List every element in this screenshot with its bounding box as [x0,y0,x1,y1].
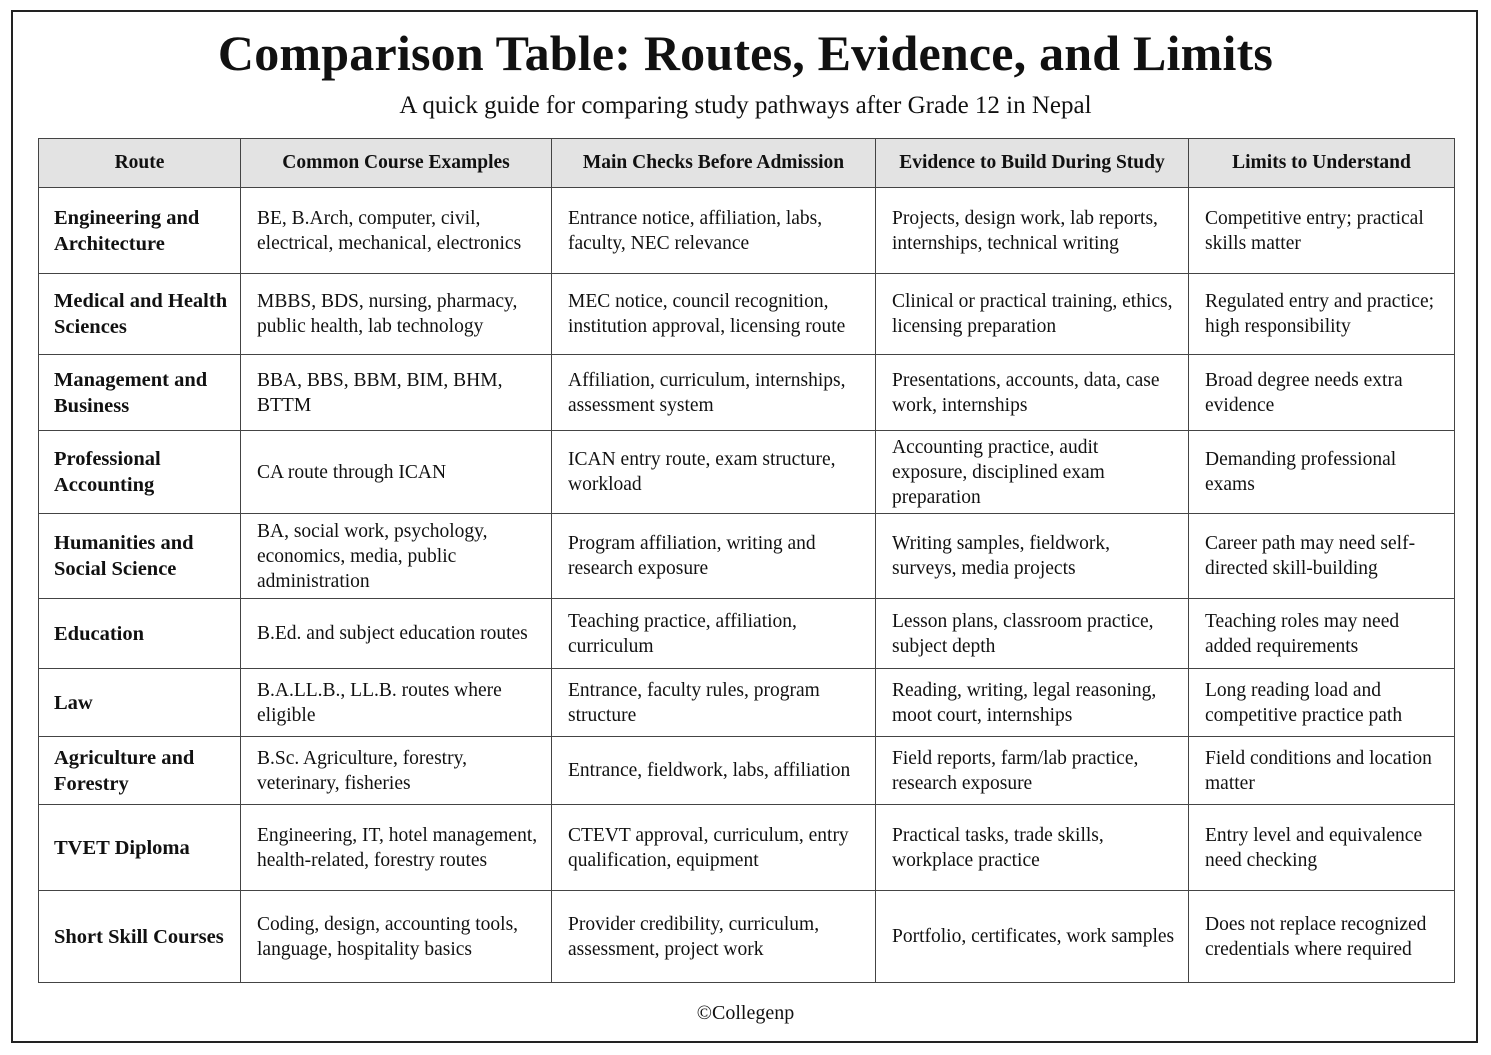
courses-cell: BBA, BBS, BBM, BIM, BHM, BTTM [241,355,552,431]
table-row [39,274,1455,355]
checks-cell: Program affiliation, writing and research exposure [552,514,876,599]
header-limits: Limits to Understand [1189,139,1455,188]
header-admission-checks: Main Checks Before Admission [552,139,876,188]
checks-cell: Entrance, fieldwork, labs, affiliation [552,737,876,805]
limits-cell: Demanding professional exams [1189,431,1455,514]
limits-cell: Long reading load and competitive practice path [1189,669,1455,737]
page-subtitle: A quick guide for comparing study pathways after Grade 12 in Nepal [399,92,1092,119]
route-cell: Education [39,599,241,669]
evidence-cell: Projects, design work, lab reports, internships, technical writing [876,188,1189,274]
copyright-footer: ©Collegenp [696,1002,795,1024]
route-cell: Law [39,669,241,737]
courses-cell: Engineering, IT, hotel management, health-related, forestry routes [241,805,552,891]
route-cell: Agriculture and Forestry [39,737,241,805]
route-cell: Short Skill Courses [39,891,241,983]
courses-cell: Coding, design, accounting tools, language, hospitality basics [241,891,552,983]
courses-cell: B.A.LL.B., LL.B. routes where eligible [241,669,552,737]
table-row [39,805,1455,891]
route-cell: Engineering and Architecture [39,188,241,274]
courses-cell: MBBS, BDS, nursing, pharmacy, public health, lab technology [241,274,552,355]
limits-cell: Field conditions and location matter [1189,737,1455,805]
evidence-cell: Lesson plans, classroom practice, subject depth [876,599,1189,669]
page-title: Comparison Table: Routes, Evidence, and Limits [217,25,1274,81]
courses-cell: BE, B.Arch, computer, civil, electrical, mechanical, electronics [241,188,552,274]
evidence-cell: Portfolio, certificates, work samples [876,891,1189,983]
courses-cell: BA, social work, psychology, economics, media, public administration [241,514,552,599]
header-course-examples: Common Course Examples [241,139,552,188]
limits-cell: Competitive entry; practical skills matter [1189,188,1455,274]
limits-cell: Career path may need self-directed skill-building [1189,514,1455,599]
evidence-cell: Accounting practice, audit exposure, disciplined exam preparation [876,431,1189,514]
evidence-cell: Field reports, farm/lab practice, research exposure [876,737,1189,805]
route-cell: Humanities and Social Science [39,514,241,599]
route-cell: Medical and Health Sciences [39,274,241,355]
evidence-cell: Reading, writing, legal reasoning, moot court, internships [876,669,1189,737]
evidence-cell: Writing samples, fieldwork, surveys, media projects [876,514,1189,599]
limits-cell: Regulated entry and practice; high responsibility [1189,274,1455,355]
route-cell: Professional Accounting [39,431,241,514]
table-row [39,355,1455,431]
table-row [39,514,1455,599]
limits-cell: Broad degree needs extra evidence [1189,355,1455,431]
table-header-row [39,139,1455,188]
limits-cell: Does not replace recognized credentials where required [1189,891,1455,983]
table-row [39,431,1455,514]
evidence-cell: Presentations, accounts, data, case work, internships [876,355,1189,431]
courses-cell: B.Ed. and subject education routes [241,599,552,669]
table-row [39,599,1455,669]
checks-cell: Entrance, faculty rules, program structure [552,669,876,737]
table-row [39,891,1455,983]
courses-cell: B.Sc. Agriculture, forestry, veterinary, fisheries [241,737,552,805]
table-row [39,188,1455,274]
header-evidence: Evidence to Build During Study [876,139,1189,188]
limits-cell: Entry level and equivalence need checking [1189,805,1455,891]
checks-cell: ICAN entry route, exam structure, workload [552,431,876,514]
route-cell: Management and Business [39,355,241,431]
checks-cell: Entrance notice, affiliation, labs, faculty, NEC relevance [552,188,876,274]
evidence-cell: Clinical or practical training, ethics, licensing preparation [876,274,1189,355]
evidence-cell: Practical tasks, trade skills, workplace practice [876,805,1189,891]
courses-cell: CA route through ICAN [241,431,552,514]
checks-cell: Teaching practice, affiliation, curriculum [552,599,876,669]
checks-cell: Affiliation, curriculum, internships, assessment system [552,355,876,431]
table-row [39,737,1455,805]
comparison-table [38,138,1455,983]
checks-cell: MEC notice, council recognition, institution approval, licensing route [552,274,876,355]
limits-cell: Teaching roles may need added requirements [1189,599,1455,669]
checks-cell: CTEVT approval, curriculum, entry qualification, equipment [552,805,876,891]
header-route: Route [39,139,241,188]
checks-cell: Provider credibility, curriculum, assessment, project work [552,891,876,983]
table-row [39,669,1455,737]
route-cell: TVET Diploma [39,805,241,891]
